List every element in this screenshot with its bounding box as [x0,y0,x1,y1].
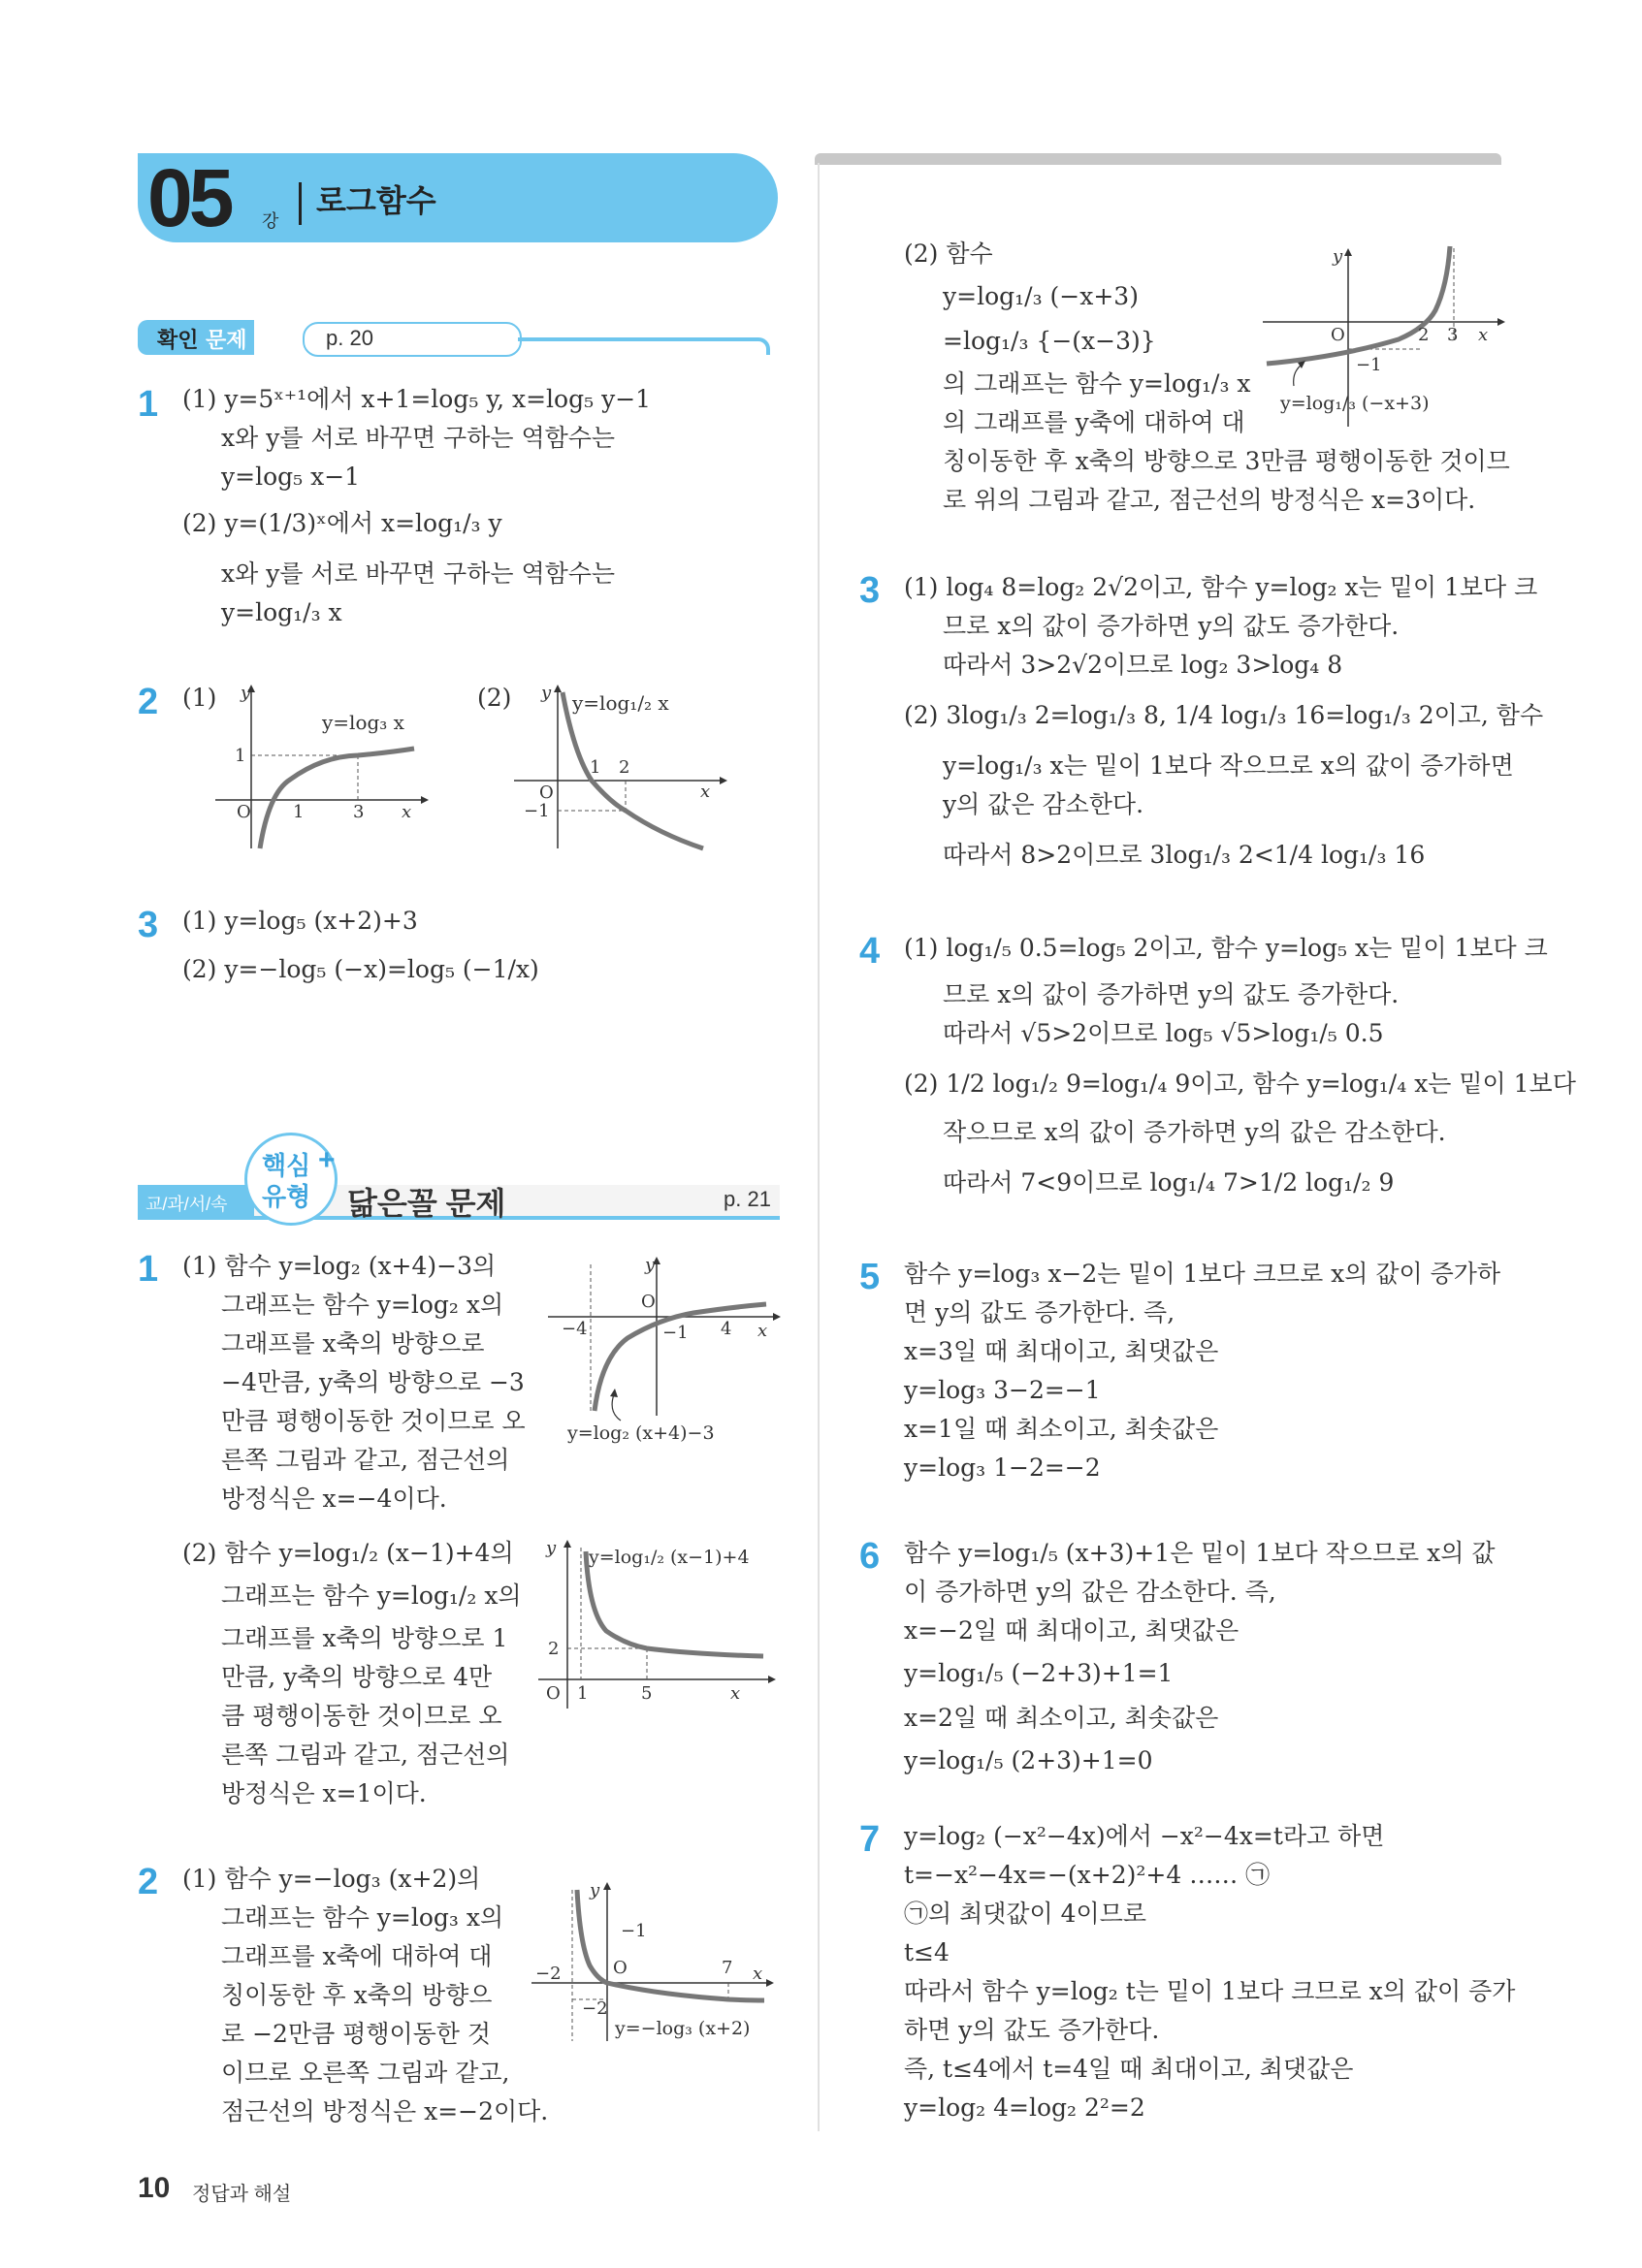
svg-text:x: x [757,1321,768,1341]
svg-text:1: 1 [235,746,246,766]
svg-text:1: 1 [293,802,305,822]
svg-text:2: 2 [548,1639,560,1659]
svg-text:1: 1 [577,1683,589,1704]
svg-text:−2: −2 [535,1964,562,1984]
footer-text: 정답과 해설 [192,2184,292,2205]
graph-log-half-shift [538,1534,776,1718]
graph-log-half [514,679,727,853]
svg-text:2: 2 [1418,325,1430,345]
answer-r3: (1) log₄ 8=log₂ 2√2이고, 함수 y=log₂ x는 밑이 1보다 크 므로 x의 값이 증가하면 y의 값도 증가한다. 따라서 3>2√2이므로 log₂ 3>log₄ 8 (2) 3log₁/₃ 2=log₁/₃ 8, 1/4 log₁/₃ 16=log₁/₃ 2이고, 함수 y=log₁/₃ x는 밑이 1보다 작으므로 x의 값이 증가하면 y의 값은 감소한다. 따라서 8>2이므로 3log₁/₃ 2<1/4 log₁/₃ 16 [904,573,1544,869]
answer-r4: (1) log₁/₅ 0.5=log₅ 2이고, 함수 y=log₅ x는 밑이 1보다 크 므로 x의 값이 증가하면 y의 값도 증가한다. 따라서 √5>2이므로 log₅ √5>log₁/₅ 0.5 (2) 1/2 log₁/₂ 9=log₁/₄ 9이고, 함수 y=log₁/₄ x는 밑이 1보다 작으므로 x의 값이 증가하면 y의 값은 감소한다. 따라서 7<9이므로 log₁/₄ 7>1/2 log₁/₂ 9 [904,934,1576,1197]
svg-text:y=log₁/₂ x: y=log₁/₂ x [572,691,669,715]
problem-number: 2 [138,682,159,722]
core-type-header: 교/과/서/속 핵심 유형 + 닮은꼴 문제 p. 21 [138,1133,780,1230]
svg-text:x: x [753,1964,763,1984]
svg-text:−1: −1 [524,801,550,821]
svg-text:O: O [539,783,554,803]
answer-b1-2: (2) 함수 y=log₁/₂ (x−1)+4의 그래프는 함수 y=log₁/₂ x의 그래프를 x축의 방향으로 1 만큼, y축의 방향으로 4만 큼 평행이동한 것이므로 오 른쪽 그림과 같고, 점근선의 방정식은 x=1이다. [182,1539,522,1807]
answer-b1-1: (1) 함수 y=log₂ (x+4)−3의 그래프는 함수 y=log₂ x의 그래프를 x축의 방향으로 −4만큼, y축의 방향으로 −3 만큼 평행이동한 것이므로 오 른쪽 그림과 같고, 점근선의 방정식은 x=−4이다. [182,1252,526,1513]
svg-text:y: y [241,683,251,703]
answer-3: (1) y=log₅ (x+2)+3 (2) y=−log₅ (−x)=log₅ (−1/x) [182,907,539,983]
svg-text:y=log₃ x: y=log₃ x [322,711,404,734]
svg-text:O: O [1331,325,1345,345]
problem-number: 3 [138,905,159,945]
chapter-badge: 05 [147,152,231,243]
check-problems-label: 확인 문제 p. 20 [138,320,780,363]
svg-text:O: O [613,1958,628,1978]
svg-text:y: y [546,1538,557,1558]
svg-text:3: 3 [353,802,365,822]
check-page-ref: p. 20 [326,326,373,350]
page-number: 10 [138,2172,171,2204]
svg-text:y: y [590,1880,600,1901]
svg-text:O: O [237,802,251,822]
svg-text:−1: −1 [1356,355,1382,375]
answer-b2-1: (1) 함수 y=−log₃ (x+2)의 그래프는 함수 y=log₃ x의 그래프를 x축에 대하여 대 칭이동한 후 x축의 방향으 로 −2만큼 평행이동한 것 이므로 오른쪽 그림과 같고, 점근선의 방정식은 x=−2이다. [182,1865,549,2125]
svg-text:y=log₂ (x+4)−3: y=log₂ (x+4)−3 [567,1422,715,1444]
svg-text:y: y [1333,246,1343,267]
column-divider [818,163,820,2131]
svg-text:−2: −2 [582,1998,608,2019]
problem-number: 6 [859,1536,881,1577]
problem-number: 5 [859,1257,881,1297]
svg-text:−1: −1 [621,1921,647,1941]
right-column-rule [815,153,1501,165]
chapter-title: 로그함수 [316,183,436,218]
svg-text:O: O [641,1292,656,1312]
problem-number: 1 [138,384,159,425]
svg-text:5: 5 [641,1683,653,1704]
answer-r5: 함수 y=log₃ x−2는 밑이 1보다 크므로 x의 값이 증가하 면 y의 값도 증가한다. 즉, x=3일 때 최대이고, 최댓값은 y=log₃ 3−2=−1 x=1일 때 최소이고, 최솟값은 y=log₃ 1−2=−2 [904,1260,1501,1482]
svg-text:−4: −4 [562,1319,588,1339]
core-page-ref: p. 21 [724,1187,771,1211]
svg-text:y=log₁/₃ (−x+3): y=log₁/₃ (−x+3) [1280,393,1430,414]
svg-text:7: 7 [722,1958,733,1978]
svg-text:y: y [645,1255,656,1275]
svg-text:y=−log₃ (x+2): y=−log₃ (x+2) [615,2018,751,2039]
svg-text:−1: −1 [662,1323,689,1343]
problem-number: 4 [859,931,881,972]
answer-1: (1) y=5ˣ⁺¹에서 x+1=log₅ y, x=log₅ y−1 x와 y를 서로 바꾸면 구하는 역함수는 y=log₅ x−1 (2) y=(1/3)ˣ에서 x=log₁/₃ y x와 y를 서로 바꾸면 구하는 역함수는 y=log₁/₃ x [182,385,652,626]
problem-number: 3 [859,570,881,611]
graph-log2-shift [548,1251,781,1445]
graph-log-third-reflect [1263,242,1505,436]
core-title: 닮은꼴 문제 [347,1186,506,1221]
svg-text:y: y [541,683,552,703]
graph-log3 [215,679,429,853]
svg-text:x: x [700,782,711,802]
answer-r7: y=log₂ (−x²−4x)에서 −x²−4x=t라고 하면 t=−x²−4x=−(x+2)²+4 …… ㉠ ㉠의 최댓값이 4이므로 t≤4 따라서 함수 y=log₂ t는 밑이 1보다 크므로 x의 값이 증가 하면 y의 값도 증가한다. 즉, t≤4에서 t=4일 때 최대이고, 최댓값은 y=log₂ 4=log₂ 2²=2 [904,1822,1516,2122]
chapter-unit: 강 [262,211,279,231]
answer-r2-2: (2) 함수 y=log₁/₃ (−x+3) =log₁/₃ {−(x−3)} 의 그래프는 함수 y=log₁/₃ x 의 그래프를 y축에 대하여 대 칭이동한 후 x축의 방향으로 3만큼 평행이동한 것이므 로 위의 그림과 같고, 점근선의 방정식은 x=3이다. [904,240,1510,514]
problem-number: 7 [859,1819,881,1860]
svg-text:y=log₁/₂ (x−1)+4: y=log₁/₂ (x−1)+4 [589,1547,750,1568]
svg-text:4: 4 [721,1319,732,1339]
problem-number: 1 [138,1249,159,1290]
chapter-header [138,153,778,242]
svg-text:1: 1 [590,757,601,778]
problem-number: 2 [138,1862,159,1902]
svg-text:x: x [730,1683,741,1704]
svg-text:x: x [1478,325,1489,345]
answer-r6: 함수 y=log₁/₅ (x+3)+1은 밑이 1보다 작으므로 x의 값 이 증가하면 y의 값은 감소한다. 즉, x=−2일 때 최대이고, 최댓값은 y=log₁/₅ (−2+3)+1=1 x=2일 때 최소이고, 최솟값은 y=log₁/₅ (2+3)+1=0 [904,1539,1496,1774]
svg-text:O: O [546,1683,561,1704]
graph-neg-log3 [531,1876,774,2046]
svg-text:2: 2 [619,757,630,778]
svg-text:3: 3 [1447,325,1459,345]
svg-text:x: x [402,802,412,822]
